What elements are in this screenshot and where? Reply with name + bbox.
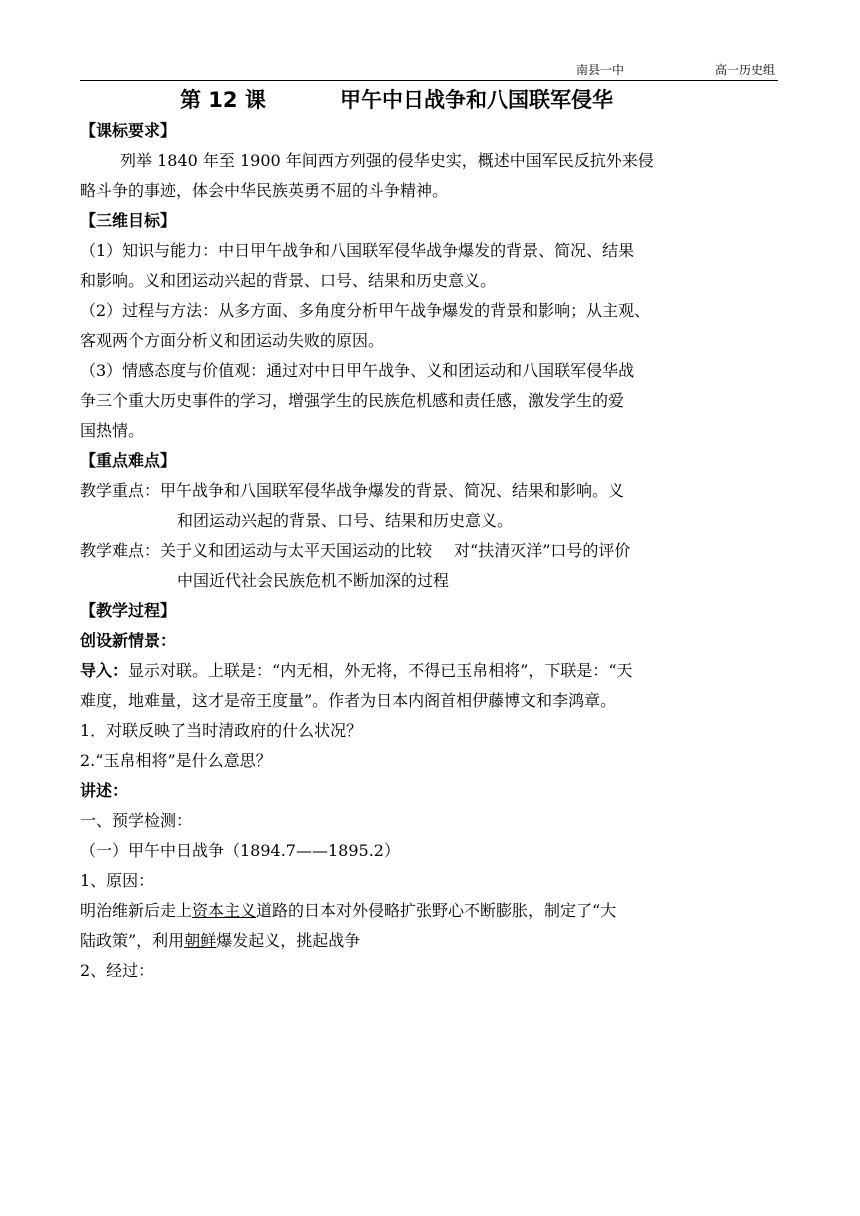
header-group: 高一历史组 (715, 63, 776, 77)
lecture-label: 讲述： (80, 781, 129, 800)
focus-line-2: 和团运动兴起的背景、口号、结果和历史意义。 (177, 511, 514, 530)
standard-line-2: 略斗争的事迹，体会中华民族英勇不屈的斗争精神。 (80, 181, 449, 200)
difficulty-slogan: 对“扶清灭洋”口号的评价 (454, 541, 631, 560)
lesson-body (80, 116, 780, 986)
intro-line-2: 难度，地难量，这才是帝王度量”。作者为日本内阁首相伊藤博文和李鸿章。 (80, 691, 617, 710)
intro-text: 显示对联。上联是：“内无相，外无将，不得已玉帛相将”，下联是：“天 (128, 661, 633, 680)
goal-1-line-1: （1）知识与能力：中日甲午战争和八国联军侵华战争爆发的背景、简况、结果 (80, 241, 635, 260)
goal-1-line-2: 和影响。义和团运动兴起的背景、口号、结果和历史意义。 (80, 271, 497, 290)
goal-2-line-1: （2）过程与方法：从多方面、多角度分析甲午战争爆发的背景和影响；从主观、 (80, 301, 651, 320)
blank-korea: 朝鲜 (184, 931, 217, 950)
goal-3-line-1: （3）情感态度与价值观：通过对中日甲午战争、义和团运动和八国联军侵华战 (80, 361, 635, 380)
cause-heading: 1、原因： (80, 871, 155, 890)
standard-line-1: 列举 1840 年至 1900 年间西方列强的侵华史实，概述中国军民反抗外来侵 (120, 151, 654, 170)
question-1: 1．对联反映了当时清政府的什么状况？ (80, 721, 363, 740)
difficulty-line-1 (80, 536, 780, 566)
cause-text-1: 明治维新后走上 (80, 901, 193, 920)
difficulty-comparison: 教学难点：关于义和团运动与太平天国运动的比较 (80, 541, 433, 560)
lesson-name: 甲午中日战争和八国联军侵华 (340, 88, 613, 112)
heading-standard: 【课标要求】 (80, 121, 177, 140)
cause-line-1 (80, 896, 780, 926)
subsection-sino-japanese-war: （一）甲午中日战争（1894.7——1895.2） (80, 841, 400, 860)
question-2: 2.“玉帛相将”是什么意思？ (80, 751, 272, 770)
cause-text-2: 道路的日本对外侵略扩张野心不断膨胀，制定了“大 (256, 901, 617, 920)
goal-3-line-2: 争三个重大历史事件的学习，增强学生的民族危机感和责任感，激发学生的爱 (80, 391, 625, 410)
page-header (80, 62, 778, 81)
lesson-title (180, 84, 740, 116)
preview-heading: 一、预学检测： (80, 811, 193, 830)
cause-line-2 (80, 926, 780, 956)
cause-text-3: 陆政策”，利用 (80, 931, 185, 950)
focus-line-1: 教学重点：甲午战争和八国联军侵华战争爆发的背景、简况、结果和影响。义 (80, 481, 625, 500)
cause-text-4: 爆发起义，挑起战争 (216, 931, 361, 950)
intro-line-1 (80, 656, 780, 686)
course-heading: 2、经过： (80, 961, 155, 980)
goal-2-line-2: 客观两个方面分析义和团运动失败的原因。 (80, 331, 385, 350)
blank-capitalism: 资本主义 (192, 901, 257, 920)
goal-3-line-3: 国热情。 (80, 421, 145, 440)
intro-label: 导入： (80, 661, 129, 680)
header-school: 南县一中 (576, 63, 625, 77)
lesson-number: 第 12 课 (180, 88, 266, 112)
heading-process: 【教学过程】 (80, 601, 177, 620)
heading-keypoints: 【重点难点】 (80, 451, 177, 470)
scene-label: 创设新情景： (80, 631, 177, 650)
difficulty-line-2: 中国近代社会民族危机不断加深的过程 (177, 571, 450, 590)
heading-goals: 【三维目标】 (80, 211, 177, 230)
